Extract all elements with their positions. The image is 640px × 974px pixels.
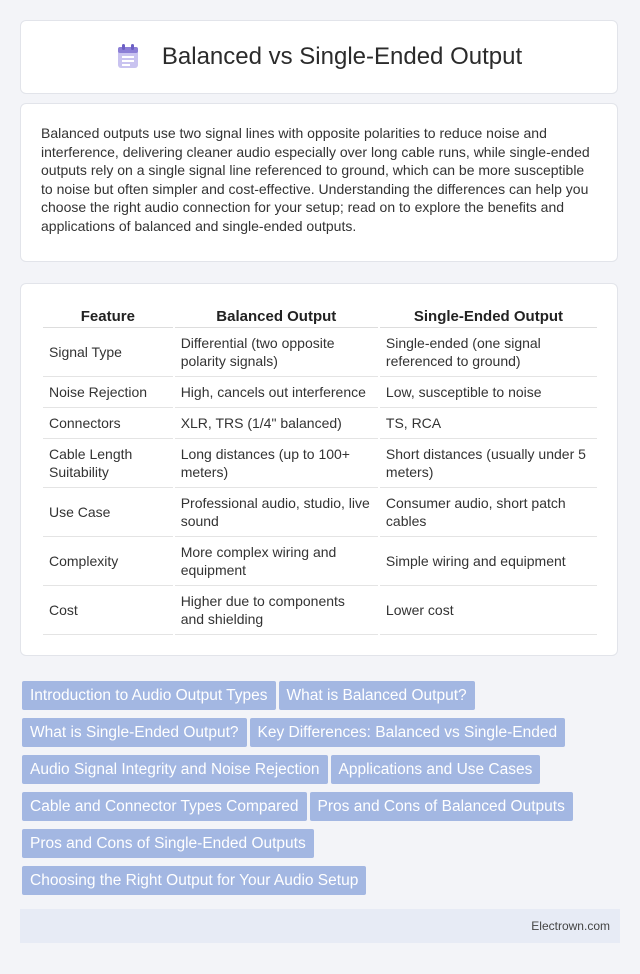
table-row: [43, 377, 597, 408]
footer: [20, 909, 620, 943]
topic-link[interactable]: Introduction to Audio Output Types: [22, 681, 276, 710]
table-cell: Short distances (usually under 5 meters): [380, 439, 597, 488]
table-cell: Cable Length Suitability: [43, 439, 173, 488]
table-cell: Professional audio, studio, live sound: [175, 488, 378, 537]
topic-link[interactable]: Cable and Connector Types Compared: [22, 792, 307, 821]
table-row: [43, 537, 597, 586]
table-cell: Connectors: [43, 408, 173, 439]
topic-link[interactable]: Audio Signal Integrity and Noise Rejection: [22, 755, 328, 784]
table-cell: Lower cost: [380, 586, 597, 635]
table-cell: XLR, TRS (1/4" balanced): [175, 408, 378, 439]
topic-link[interactable]: Choosing the Right Output for Your Audio Setup: [22, 866, 366, 895]
topic-link[interactable]: What is Single-Ended Output?: [22, 718, 247, 747]
comparison-table-card: [20, 283, 618, 656]
page-title: Balanced vs Single-Ended Output: [161, 43, 523, 70]
table-cell: More complex wiring and equipment: [175, 537, 378, 586]
topic-link[interactable]: Pros and Cons of Single-Ended Outputs: [22, 829, 314, 858]
table-cell: Complexity: [43, 537, 173, 586]
table-cell: Simple wiring and equipment: [380, 537, 597, 586]
topic-link[interactable]: Pros and Cons of Balanced Outputs: [310, 792, 573, 821]
title-card: [20, 20, 618, 94]
table-row: [43, 586, 597, 635]
table-cell: Differential (two opposite polarity signals): [175, 328, 378, 377]
table-cell: Single-ended (one signal referenced to ground): [380, 328, 597, 377]
intro-paragraph: Balanced outputs use two signal lines with opposite polarities to reduce noise and interference, delivering cleaner audio especially over long cable runs, while single-ended outputs rely on a single signal line referenced to ground, which can be more susceptible to noise but often simpler and cost-effective. Understanding the differences can help you choose the right audio connection for your setup; read on to explore the benefits and applications of balanced and single-ended outputs.: [41, 125, 590, 234]
document-icon: [116, 44, 140, 70]
table-header-feature: Feature: [43, 302, 173, 328]
table-header-balanced: Balanced Output: [175, 302, 378, 328]
table-row: [43, 328, 597, 377]
table-header-single-ended: Single-Ended Output: [380, 302, 597, 328]
table-cell: Use Case: [43, 488, 173, 537]
footer-source: Electrown.com: [531, 919, 610, 933]
topic-link[interactable]: What is Balanced Output?: [279, 681, 475, 710]
table-cell: Consumer audio, short patch cables: [380, 488, 597, 537]
topic-link[interactable]: Key Differences: Balanced vs Single-Ended: [250, 718, 566, 747]
comparison-table: [41, 302, 599, 635]
table-row: [43, 488, 597, 537]
topic-link[interactable]: Applications and Use Cases: [331, 755, 541, 784]
table-cell: Signal Type: [43, 328, 173, 377]
table-cell: TS, RCA: [380, 408, 597, 439]
table-cell: Higher due to components and shielding: [175, 586, 378, 635]
intro-card: [20, 103, 618, 262]
table-row: [43, 408, 597, 439]
table-cell: High, cancels out interference: [175, 377, 378, 408]
table-cell: Low, susceptible to noise: [380, 377, 597, 408]
table-cell: Long distances (up to 100+ meters): [175, 439, 378, 488]
table-cell: Noise Rejection: [43, 377, 173, 408]
table-row: [43, 439, 597, 488]
table-cell: Cost: [43, 586, 173, 635]
topic-links: [22, 681, 602, 903]
